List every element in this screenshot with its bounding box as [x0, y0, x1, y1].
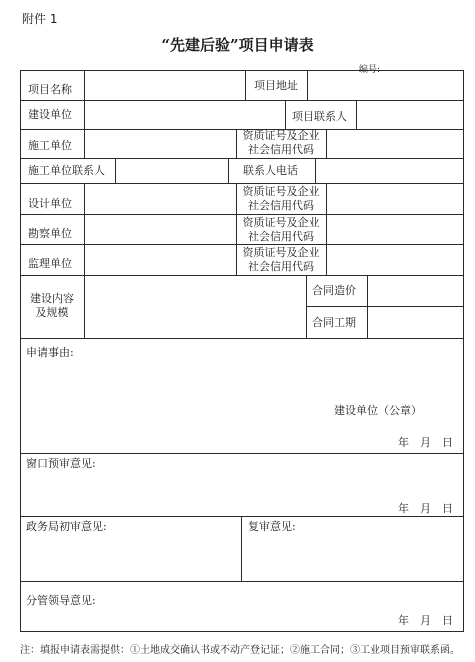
cert-code-line2: 社会信用代码 — [248, 143, 314, 156]
footer-note: 注：填报申请表需提供：①土地成交确认书或不动产登记证；②施工合同；③工业项目预审联系函。 — [20, 645, 460, 656]
cert-code-label — [236, 246, 326, 274]
application-reason-label: 申请事由: — [26, 346, 74, 359]
cert-code-label — [236, 129, 326, 157]
column-divider — [307, 70, 308, 100]
column-divider — [367, 275, 368, 338]
column-divider — [115, 158, 116, 183]
construction-unit-label: 施工单位 — [28, 139, 72, 152]
cert-code-line2: 社会信用代码 — [248, 230, 314, 243]
row-divider — [306, 306, 464, 307]
attachment-label: 附件 1 — [22, 12, 58, 26]
survey-unit-label: 勘察单位 — [28, 227, 72, 240]
column-divider — [84, 70, 85, 100]
row-divider — [20, 214, 464, 215]
project-name-label: 项目名称 — [28, 83, 72, 96]
leader-opinion-label: 分管领导意见: — [26, 594, 96, 607]
row-divider — [20, 275, 464, 276]
date-label: 年 月 日 — [398, 502, 453, 515]
column-divider — [241, 516, 242, 581]
column-divider — [245, 70, 246, 100]
cert-code-line2: 社会信用代码 — [248, 260, 314, 273]
cert-code-line1: 资质证号及企业 — [242, 185, 320, 198]
project-address-label: 项目地址 — [254, 79, 298, 92]
supervision-unit-label: 监理单位 — [28, 257, 72, 270]
form-title: “先建后验”项目申请表 — [161, 36, 314, 54]
serial-number-label: 编号: — [359, 65, 381, 75]
row-divider — [20, 338, 464, 339]
row-divider — [20, 100, 464, 101]
bureau-review-label: 政务局初审意见: — [26, 520, 107, 533]
column-divider — [315, 158, 316, 183]
construction-content-line1: 建设内容 — [30, 292, 74, 305]
column-divider — [356, 100, 357, 129]
column-divider — [285, 100, 286, 129]
column-divider — [306, 275, 307, 338]
window-review-label: 窗口预审意见: — [26, 457, 96, 470]
column-divider — [84, 275, 85, 338]
column-divider — [228, 158, 229, 183]
contract-price-label: 合同造价 — [312, 284, 356, 297]
date-label: 年 月 日 — [398, 614, 453, 627]
row-divider — [20, 453, 464, 454]
column-divider — [326, 183, 327, 275]
construction-content-line2: 及规模 — [35, 306, 69, 319]
date-label: 年 月 日 — [398, 436, 453, 449]
cert-code-line1: 资质证号及企业 — [242, 246, 320, 259]
column-divider — [84, 183, 85, 275]
row-divider — [20, 244, 464, 245]
row-divider — [20, 581, 464, 582]
recheck-label: 复审意见: — [248, 520, 296, 533]
construction-content-label — [20, 292, 84, 320]
builder-seal-label: 建设单位（公章） — [334, 404, 422, 417]
column-divider — [84, 129, 85, 158]
cert-code-line1: 资质证号及企业 — [242, 216, 320, 229]
row-divider — [20, 516, 464, 517]
project-contact-label: 项目联系人 — [292, 110, 347, 123]
row-divider — [20, 158, 464, 159]
cert-code-line1: 资质证号及企业 — [242, 129, 320, 142]
design-unit-label: 设计单位 — [28, 197, 72, 210]
column-divider — [326, 129, 327, 158]
row-divider — [20, 183, 464, 184]
cert-code-label — [236, 185, 326, 213]
contact-phone-label: 联系人电话 — [243, 164, 298, 177]
column-divider — [84, 100, 85, 129]
cert-code-label — [236, 216, 326, 244]
builder-label: 建设单位 — [28, 108, 72, 121]
construction-contact-label: 施工单位联系人 — [28, 164, 105, 177]
cert-code-line2: 社会信用代码 — [248, 199, 314, 212]
contract-period-label: 合同工期 — [312, 316, 356, 329]
